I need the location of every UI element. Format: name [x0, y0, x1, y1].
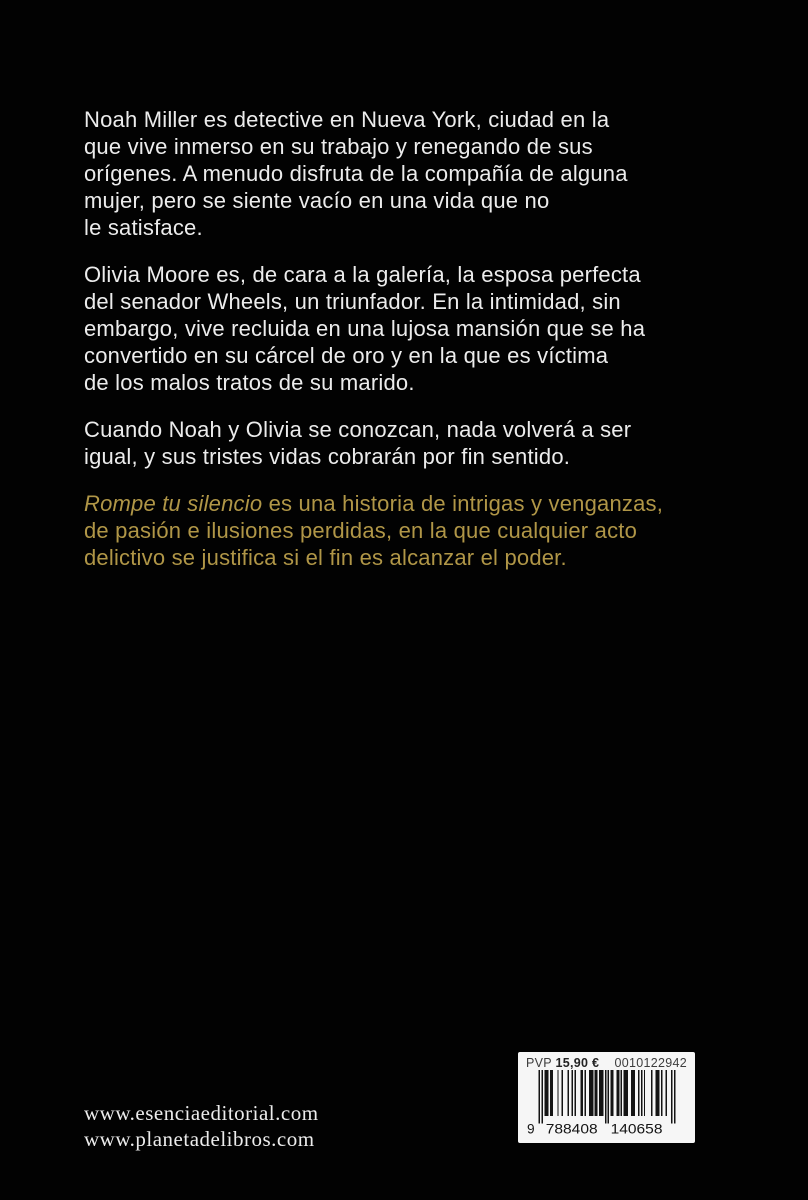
svg-text:9: 9: [526, 1121, 535, 1135]
price-label-top-row: [526, 1056, 687, 1070]
price-barcode-label: [518, 1052, 695, 1143]
ean-barcode: [526, 1070, 687, 1135]
synopsis-paragraph-3: Cuando Noah y Olivia se conozcan, nada volverá a ser igual, y sus tristes vidas cobrarán por fin sentido.: [84, 417, 632, 469]
website-url-esencia: www.esenciaeditorial.com: [84, 1101, 319, 1125]
synopsis-paragraph-2: Olivia Moore es, de cara a la galería, la esposa perfecta del senador Wheels, un triunfador. En la intimidad, sin embargo, vive recluida en una lujosa mansión que se ha convertido en su cárcel de oro y en la que es víctima de los malos tratos de su marido.: [84, 262, 646, 395]
website-url-planetadelibros: www.planetadelibros.com: [84, 1127, 315, 1151]
price-value: 15,90 €: [555, 1056, 600, 1070]
synopsis: [84, 106, 744, 591]
synopsis-paragraph-1: Noah Miller es detective en Nueva York, ciudad en la que vive inmerso en su trabajo y renegando de sus orígenes. A menudo disfruta de la compañía de alguna mujer, pero se siente vacío en una vida que no le satisface.: [84, 107, 628, 240]
price-text: [526, 1056, 599, 1070]
tagline-paragraph: [84, 490, 744, 571]
tagline-rest-lines: de pasión e ilusiones perdidas, en la que cualquier acto delictivo se justifica si el fin es alcanzar el poder.: [84, 518, 638, 570]
svg-text:140658: 140658: [610, 1121, 663, 1135]
book-title-italic: Rompe tu silencio: [84, 491, 263, 516]
pvp-prefix: PVP: [526, 1056, 552, 1070]
svg-text:788408: 788408: [545, 1121, 598, 1135]
product-code: 0010122942: [614, 1056, 687, 1070]
tagline-line1-rest: es una historia de intrigas y venganzas,: [262, 491, 664, 516]
publisher-websites: [84, 1100, 319, 1152]
